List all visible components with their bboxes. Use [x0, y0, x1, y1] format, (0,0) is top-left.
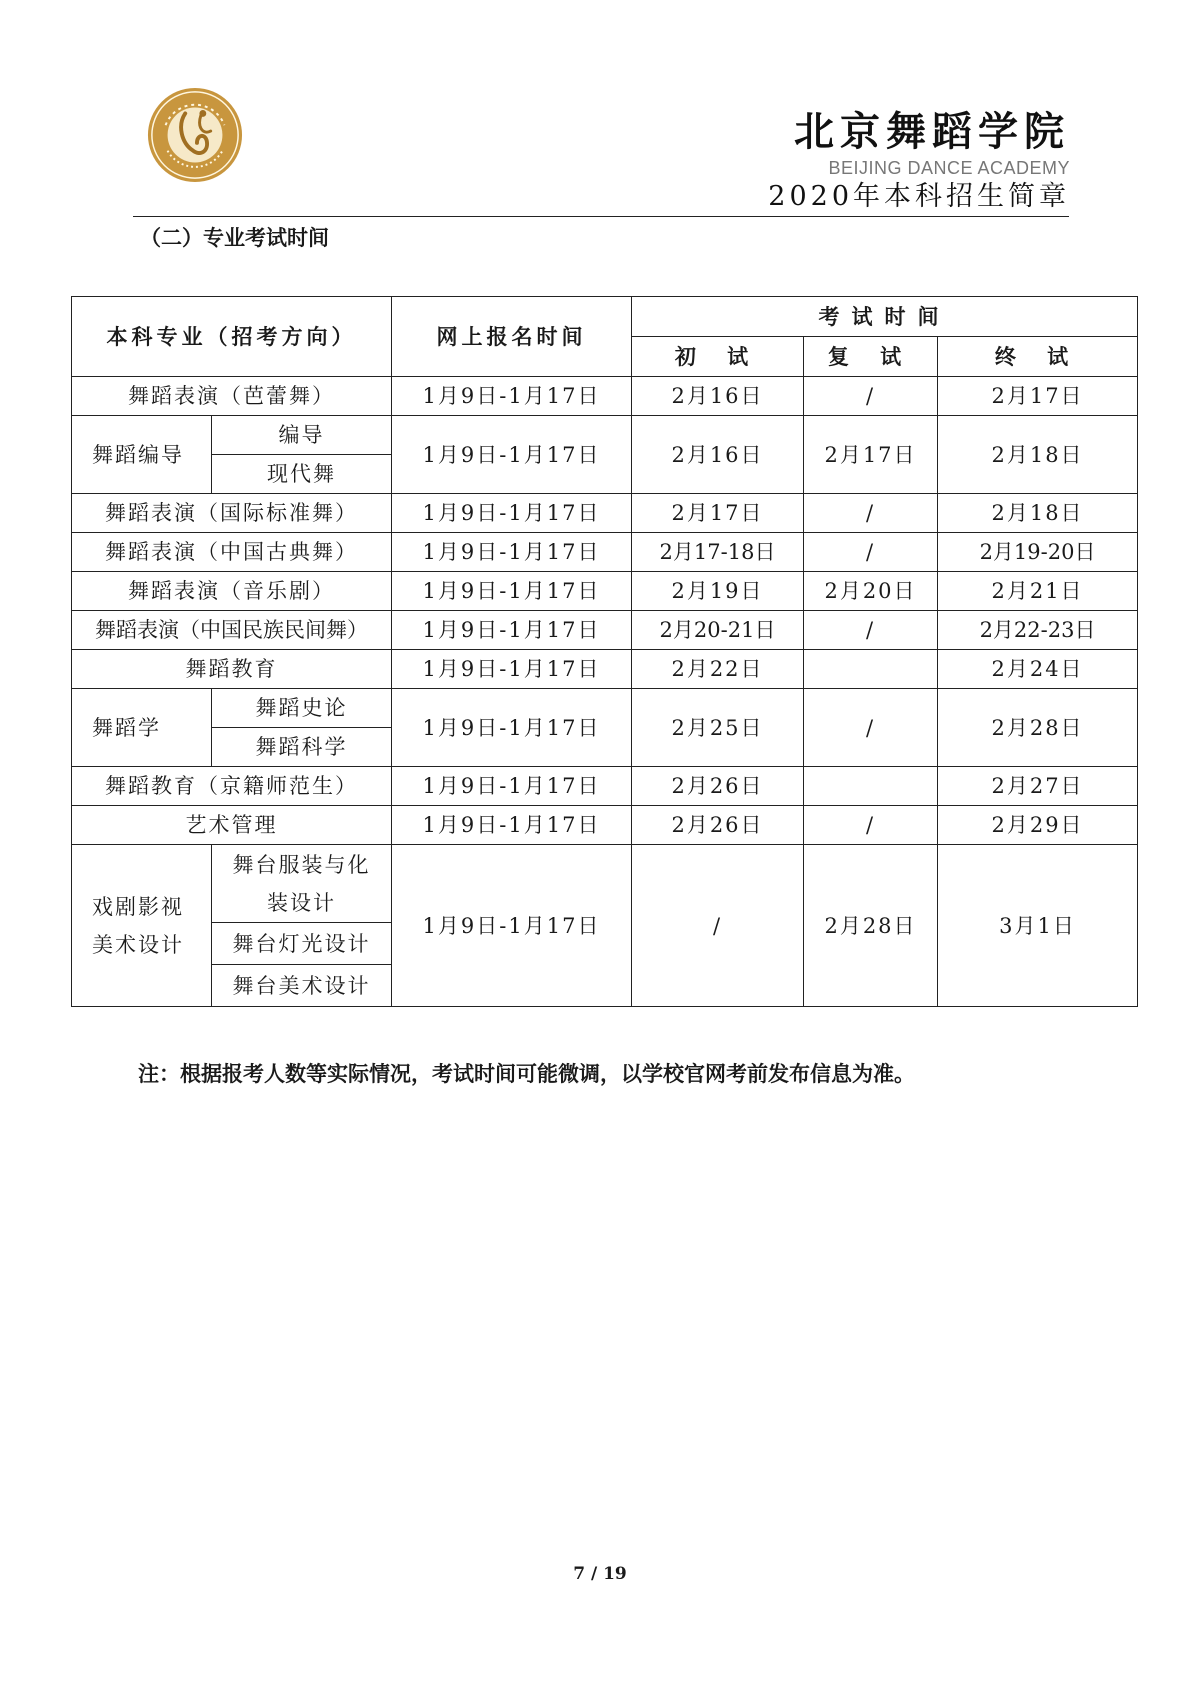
registration-cell: 1月9日-1月17日: [392, 650, 632, 689]
header-final-exam: 终 试: [938, 337, 1138, 377]
table-row: [72, 767, 1138, 806]
final-exam-cell: 2月21日: [938, 572, 1138, 611]
direction-line: 舞台服装与化: [232, 852, 371, 877]
table-row: [72, 416, 1138, 455]
footnote: 注：根据报考人数等实际情况，考试时间可能微调，以学校官网考前发布信息为准。: [138, 1062, 915, 1086]
second-exam-cell: [804, 650, 938, 689]
second-exam-cell: /: [804, 806, 938, 845]
table-row: [72, 377, 1138, 416]
second-exam-cell: 2月20日: [804, 572, 938, 611]
header-brand: [768, 110, 1070, 214]
direction-cell: 编导: [212, 416, 392, 455]
final-exam-cell: 2月17日: [938, 377, 1138, 416]
header-major: 本科专业（招考方向）: [72, 297, 392, 377]
table-row: [72, 650, 1138, 689]
direction-cell: 舞蹈史论: [212, 689, 392, 728]
table-header-row: [72, 297, 1138, 337]
table-row: [72, 494, 1138, 533]
academy-seal-logo: [146, 86, 244, 184]
direction-cell: 舞蹈科学: [212, 728, 392, 767]
major-cell: 舞蹈表演（芭蕾舞）: [72, 377, 392, 416]
major-cell: 舞蹈表演（国际标准舞）: [72, 494, 392, 533]
table-row: [72, 572, 1138, 611]
first-exam-cell: 2月16日: [632, 416, 804, 494]
major-cell: [72, 845, 212, 1007]
first-exam-cell: /: [632, 845, 804, 1007]
table-row: [72, 845, 1138, 923]
final-exam-cell: 2月19-20日: [938, 533, 1138, 572]
direction-cell: 现代舞: [212, 455, 392, 494]
second-exam-cell: /: [804, 611, 938, 650]
major-line: 戏剧影视: [92, 894, 184, 919]
major-cell: 舞蹈教育（京籍师范生）: [72, 767, 392, 806]
header-divider: [133, 216, 1069, 217]
table-row: [72, 611, 1138, 650]
registration-cell: 1月9日-1月17日: [392, 689, 632, 767]
page-number: 7 / 19: [573, 1564, 627, 1584]
section-title: （二）专业考试时间: [140, 226, 329, 250]
first-exam-cell: 2月17日: [632, 494, 804, 533]
direction-cell: 舞台灯光设计: [212, 923, 392, 965]
registration-cell: 1月9日-1月17日: [392, 533, 632, 572]
major-cell: 舞蹈表演（中国民族民间舞）: [72, 611, 392, 650]
major-cell: 舞蹈编导: [72, 416, 212, 494]
first-exam-cell: 2月26日: [632, 767, 804, 806]
registration-cell: 1月9日-1月17日: [392, 806, 632, 845]
first-exam-cell: 2月26日: [632, 806, 804, 845]
first-exam-cell: 2月19日: [632, 572, 804, 611]
second-exam-cell: 2月17日: [804, 416, 938, 494]
second-exam-cell: /: [804, 689, 938, 767]
second-exam-cell: /: [804, 533, 938, 572]
major-cell: 舞蹈表演（音乐剧）: [72, 572, 392, 611]
second-exam-cell: /: [804, 377, 938, 416]
table-row: [72, 689, 1138, 728]
registration-cell: 1月9日-1月17日: [392, 494, 632, 533]
brand-chinese-name: 北京舞蹈学院: [794, 108, 1070, 155]
first-exam-cell: 2月22日: [632, 650, 804, 689]
registration-cell: 1月9日-1月17日: [392, 611, 632, 650]
final-exam-cell: 2月29日: [938, 806, 1138, 845]
header-first-exam: 初 试: [632, 337, 804, 377]
final-exam-cell: 2月18日: [938, 416, 1138, 494]
second-exam-cell: /: [804, 494, 938, 533]
exam-schedule-table: [71, 296, 1138, 1007]
registration-cell: 1月9日-1月17日: [392, 416, 632, 494]
direction-cell: [212, 845, 392, 923]
registration-cell: 1月9日-1月17日: [392, 767, 632, 806]
final-exam-cell: 3月1日: [938, 845, 1138, 1007]
first-exam-cell: 2月25日: [632, 689, 804, 767]
direction-line: 装设计: [267, 890, 336, 915]
major-cell: 舞蹈学: [72, 689, 212, 767]
final-exam-cell: 2月27日: [938, 767, 1138, 806]
header-exam-time: 考试时间: [632, 297, 1138, 337]
final-exam-cell: 2月18日: [938, 494, 1138, 533]
table-row: [72, 806, 1138, 845]
header-second-exam: 复 试: [804, 337, 938, 377]
major-cell: 舞蹈教育: [72, 650, 392, 689]
table-row: [72, 533, 1138, 572]
major-line: 美术设计: [92, 932, 184, 957]
major-cell: 艺术管理: [72, 806, 392, 845]
direction-cell: 舞台美术设计: [212, 965, 392, 1007]
registration-cell: 1月9日-1月17日: [392, 845, 632, 1007]
registration-cell: 1月9日-1月17日: [392, 377, 632, 416]
second-exam-cell: 2月28日: [804, 845, 938, 1007]
final-exam-cell: 2月22-23日: [938, 611, 1138, 650]
registration-cell: 1月9日-1月17日: [392, 572, 632, 611]
brochure-title: 2020年本科招生简章: [768, 181, 1070, 212]
first-exam-cell: 2月20-21日: [632, 611, 804, 650]
final-exam-cell: 2月28日: [938, 689, 1138, 767]
first-exam-cell: 2月16日: [632, 377, 804, 416]
final-exam-cell: 2月24日: [938, 650, 1138, 689]
major-cell: 舞蹈表演（中国古典舞）: [72, 533, 392, 572]
header-registration: 网上报名时间: [392, 297, 632, 377]
second-exam-cell: [804, 767, 938, 806]
brand-english-name: BEIJING DANCE ACADEMY: [828, 158, 1070, 178]
first-exam-cell: 2月17-18日: [632, 533, 804, 572]
